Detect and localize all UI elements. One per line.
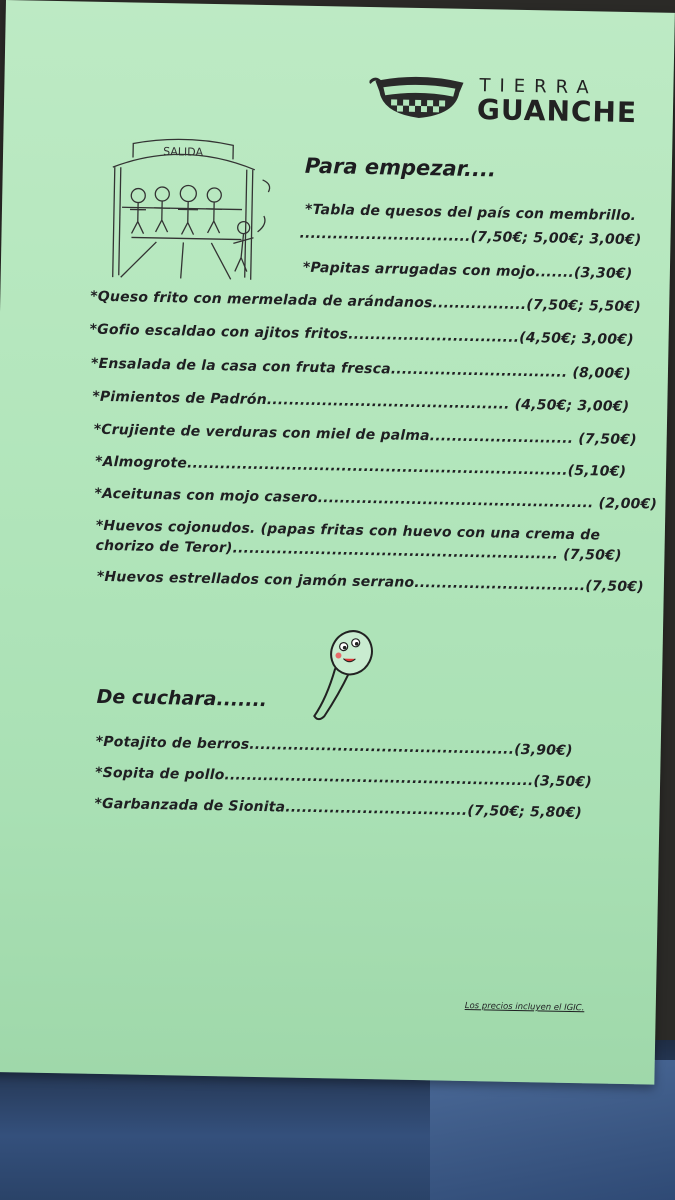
section-title-de-cuchara: De cuchara....... <box>96 685 268 712</box>
menu-item-potajito: *Potajito de berros................................................(3,90€) <box>95 733 573 760</box>
salida-sign-text: SALIDA <box>163 145 204 159</box>
menu-item-aceitunas: *Aceitunas con mojo casero.................................................. (2,00€) <box>94 485 658 513</box>
menu-item-pimientos: *Pimientos de Padrón............................................ (4,50€; 3,00€) <box>92 388 630 416</box>
logo-text-guanche: GUANCHE <box>476 93 638 130</box>
section-title-para-empezar: Para empezar.... <box>304 153 497 182</box>
menu-item-queso-frito: *Queso frito con mermelada de arándanos.................(7,50€; 5,50€) <box>90 288 642 316</box>
menu-item-almogrote: *Almogrote.....................................................................(5,10€) <box>94 453 627 480</box>
clay-pot-icon <box>369 69 470 123</box>
menu-item-huevos-estrellados: *Huevos estrellados con jamón serrano...............................(7,50€) <box>96 568 644 596</box>
menu-item-sopita: *Sopita de pollo........................................................(3,50€) <box>95 764 593 791</box>
menu-item-ensalada: *Ensalada de la casa con fruta fresca................................ (8,00€) <box>90 355 632 383</box>
menu-item-tabla-quesos-price: ...............................(7,50€; 5,00€; 3,00€) <box>299 225 642 249</box>
menu-item-crujiente: *Crujiente de verduras con miel de palma.......................... (7,50€) <box>93 421 637 449</box>
menu-item-papitas: *Papitas arrugadas con mojo.......(3,30€) <box>302 259 633 283</box>
tax-footnote: Los precios incluyen el IGIC. <box>464 1000 585 1014</box>
menu-item-huevos-cojonudos-price: chorizo de Teror)........................................................... (7,50€) <box>95 537 622 564</box>
logo-text-tierra: TIERRA <box>479 75 598 99</box>
spoon-mascot-icon <box>304 628 376 724</box>
menu-item-tabla-quesos: *Tabla de quesos del país con membrillo. <box>304 201 637 225</box>
restaurant-logo <box>369 69 638 134</box>
salida-illustration <box>101 137 284 285</box>
menu-item-huevos-cojonudos: *Huevos cojonudos. (papas fritas con huevo con una crema de <box>95 517 601 544</box>
menu-item-gofio: *Gofio escaldao con ajitos fritos...............................(4,50€; 3,00€) <box>89 321 634 349</box>
menu-item-garbanzada: *Garbanzada de Sionita.................................(7,50€; 5,80€) <box>94 795 583 822</box>
